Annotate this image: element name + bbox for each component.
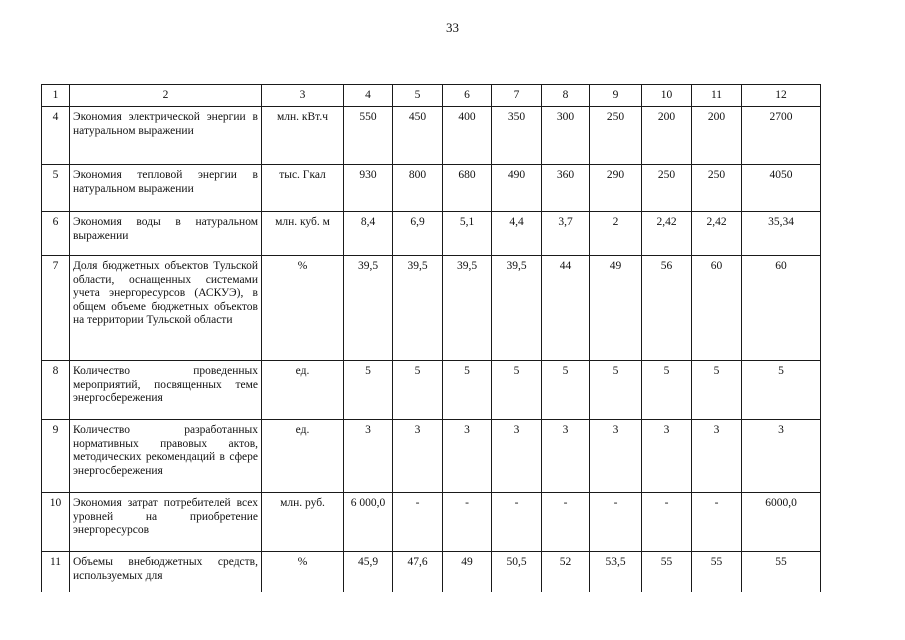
row-number: 11 [42,552,70,593]
value-cell: 3 [692,420,742,493]
value-cell: 45,9 [344,552,393,593]
value-cell: 49 [590,256,642,361]
value-cell: 39,5 [492,256,542,361]
row-number: 9 [42,420,70,493]
value-cell: - [590,493,642,552]
row-number: 5 [42,165,70,212]
value-cell: 4050 [742,165,821,212]
value-cell: 300 [542,107,590,165]
table-row [42,493,821,552]
value-cell: - [542,493,590,552]
table-row [42,552,821,593]
table-row [42,256,821,361]
unit-cell: млн. руб. [262,493,344,552]
value-cell: 250 [590,107,642,165]
value-cell: 250 [642,165,692,212]
value-cell: 2,42 [692,212,742,256]
value-cell: 3 [742,420,821,493]
value-cell: 3 [393,420,443,493]
value-cell: 290 [590,165,642,212]
unit-cell: ед. [262,361,344,420]
value-cell: 6 000,0 [344,493,393,552]
value-cell: - [393,493,443,552]
column-number: 3 [262,85,344,107]
value-cell: 3 [542,420,590,493]
value-cell: 60 [742,256,821,361]
value-cell: 5,1 [443,212,492,256]
value-cell: 450 [393,107,443,165]
value-cell: 5 [393,361,443,420]
value-cell: 53,5 [590,552,642,593]
indicator-name: Экономия тепловой энергии в натуральном выражении [70,165,262,212]
table-row [42,165,821,212]
indicator-name: Экономия воды в натуральном выражении [70,212,262,256]
column-number: 12 [742,85,821,107]
column-number: 4 [344,85,393,107]
value-cell: 47,6 [393,552,443,593]
value-cell: 2700 [742,107,821,165]
value-cell: 3 [642,420,692,493]
value-cell: 800 [393,165,443,212]
indicator-name: Доля бюджетных объектов Тульской области, оснащенных системами учета энергоресурсов (АСКУЭ), в общем объеме бюджетных объектов на территории Тульской области [70,256,262,361]
value-cell: - [642,493,692,552]
column-number: 1 [42,85,70,107]
row-number: 4 [42,107,70,165]
value-cell: 400 [443,107,492,165]
column-number: 2 [70,85,262,107]
indicator-name: Количество проведенных мероприятий, посвященных теме энергосбережения [70,361,262,420]
table-row [42,212,821,256]
column-number: 5 [393,85,443,107]
row-number: 8 [42,361,70,420]
value-cell: 200 [692,107,742,165]
unit-cell: млн. куб. м [262,212,344,256]
value-cell: 56 [642,256,692,361]
table-row [42,361,821,420]
value-cell: 39,5 [344,256,393,361]
indicator-name: Экономия электрической энергии в натуральном выражении [70,107,262,165]
column-number: 7 [492,85,542,107]
indicator-name: Объемы внебюджетных средств, используемых для [70,552,262,593]
value-cell: 5 [542,361,590,420]
table-row [42,420,821,493]
value-cell: 360 [542,165,590,212]
value-cell: 6000,0 [742,493,821,552]
unit-cell: тыс. Гкал [262,165,344,212]
value-cell: 5 [692,361,742,420]
value-cell: 3 [443,420,492,493]
value-cell: 60 [692,256,742,361]
unit-cell: ед. [262,420,344,493]
value-cell: - [492,493,542,552]
value-cell: 2,42 [642,212,692,256]
unit-cell: млн. кВт.ч [262,107,344,165]
row-number: 10 [42,493,70,552]
unit-cell: % [262,256,344,361]
value-cell: 5 [590,361,642,420]
value-cell: 5 [642,361,692,420]
column-number: 10 [642,85,692,107]
value-cell: 39,5 [443,256,492,361]
value-cell: 490 [492,165,542,212]
indicators-table [41,84,821,592]
indicator-name: Количество разработанных нормативных правовых актов, методических рекомендаций в сфере энергосбережения [70,420,262,493]
value-cell: 49 [443,552,492,593]
value-cell: - [443,493,492,552]
value-cell: 3 [590,420,642,493]
value-cell: 39,5 [393,256,443,361]
value-cell: 5 [492,361,542,420]
value-cell: 3 [344,420,393,493]
indicator-name: Экономия затрат потребителей всех уровней на приобретение энергоресурсов [70,493,262,552]
value-cell: 3 [492,420,542,493]
value-cell: 55 [642,552,692,593]
value-cell: 680 [443,165,492,212]
value-cell: 930 [344,165,393,212]
page-number: 33 [446,20,459,35]
value-cell: 4,4 [492,212,542,256]
value-cell: 5 [443,361,492,420]
value-cell: 3,7 [542,212,590,256]
value-cell: 350 [492,107,542,165]
value-cell: 6,9 [393,212,443,256]
value-cell: 200 [642,107,692,165]
column-number: 11 [692,85,742,107]
row-number: 6 [42,212,70,256]
value-cell: 550 [344,107,393,165]
column-number: 8 [542,85,590,107]
value-cell: 5 [742,361,821,420]
value-cell: 35,34 [742,212,821,256]
value-cell: - [692,493,742,552]
table-row [42,107,821,165]
column-number: 9 [590,85,642,107]
value-cell: 55 [692,552,742,593]
column-number: 6 [443,85,492,107]
value-cell: 52 [542,552,590,593]
value-cell: 8,4 [344,212,393,256]
value-cell: 50,5 [492,552,542,593]
value-cell: 5 [344,361,393,420]
column-numbers-row [42,85,821,107]
value-cell: 250 [692,165,742,212]
value-cell: 55 [742,552,821,593]
row-number: 7 [42,256,70,361]
unit-cell: % [262,552,344,593]
value-cell: 44 [542,256,590,361]
value-cell: 2 [590,212,642,256]
